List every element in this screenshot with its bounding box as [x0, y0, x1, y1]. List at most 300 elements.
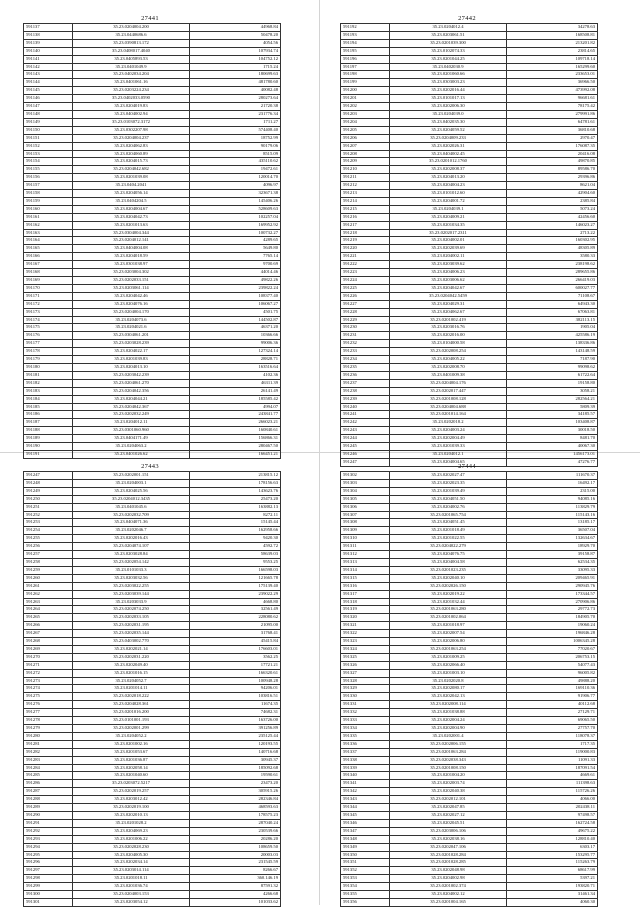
row-id-cell: 591220: [341, 245, 390, 253]
amount-cell: 67063.81: [507, 308, 598, 316]
row-id-cell: 591171: [24, 292, 73, 300]
code-cell: 35.23.0201063.284: [390, 748, 507, 756]
amount-cell: 425586.19: [507, 332, 598, 340]
amount-cell: 74682.31: [190, 709, 281, 717]
amount-cell: 266023.21: [190, 419, 281, 427]
code-cell: 35.23.0203004.302: [73, 269, 190, 277]
row-id-cell: 591356: [341, 898, 390, 906]
amount-cell: 289655.86: [507, 269, 598, 277]
row-id-cell: 591227: [341, 300, 390, 308]
code-cell: 35.23.0204004.176: [390, 379, 507, 387]
table-row: [24, 487, 281, 495]
code-cell: 35.23.0201016.200: [73, 709, 190, 717]
code-cell: 35.23.0401026.62: [73, 450, 190, 458]
table-row: [341, 158, 598, 166]
row-id-cell: 591326: [341, 661, 390, 669]
page-number: 27442: [458, 15, 476, 22]
amount-cell: 26141.49: [190, 387, 281, 395]
row-id-cell: 591265: [24, 614, 73, 622]
code-cell: 35.23.0401045.6: [73, 503, 190, 511]
amount-cell: 21720.38: [190, 103, 281, 111]
row-id-cell: 591203: [341, 110, 390, 118]
row-id-cell: 591320: [341, 614, 390, 622]
row-id-cell: 591198: [341, 71, 390, 79]
table-row: [24, 606, 281, 614]
row-id-cell: 591299: [24, 883, 73, 891]
table-row: [341, 419, 598, 427]
amount-cell: 20003.03: [190, 851, 281, 859]
row-id-cell: 591349: [341, 843, 390, 851]
code-cell: 35.23.0202038.16: [390, 835, 507, 843]
row-id-cell: 591339: [341, 764, 390, 772]
amount-cell: 239822.24: [190, 284, 281, 292]
table-row: [24, 535, 281, 543]
table-row: [24, 748, 281, 756]
row-id-cell: 591246: [341, 450, 390, 458]
table-row: [341, 450, 598, 458]
row-id-cell: 591267: [24, 630, 73, 638]
amount-cell: 18929.70: [507, 543, 598, 551]
table-row: [24, 253, 281, 261]
row-id-cell: 591139: [24, 39, 73, 47]
code-cell: 35.23.0404204.5: [73, 197, 190, 205]
amount-cell: 178156.63: [190, 479, 281, 487]
code-cell: 35.23.0202026.150: [390, 582, 507, 590]
amount-cell: 71108.67: [507, 292, 598, 300]
table-row: [24, 95, 281, 103]
amount-cell: 4054.56: [190, 39, 281, 47]
amount-cell: 8481.70: [507, 435, 598, 443]
table-row: [24, 804, 281, 812]
amount-cell: 115726.26: [507, 788, 598, 796]
amount-cell: 97498.57: [507, 811, 598, 819]
amount-cell: 29396.86: [507, 174, 598, 182]
code-cell: 35.23.0201018.11: [73, 875, 190, 883]
table-row: [24, 31, 281, 39]
code-cell: 35.23.0204042.73: [73, 213, 190, 221]
table-row: [24, 419, 281, 427]
code-cell: 35.23.0204052.2: [73, 732, 190, 740]
amount-cell: 109718.14: [507, 55, 598, 63]
code-cell: 35.23.0204002.12: [390, 891, 507, 899]
row-id-cell: 591197: [341, 63, 390, 71]
row-id-cell: 591275: [24, 693, 73, 701]
table-row: [24, 709, 281, 717]
table-row: [341, 150, 598, 158]
table-row: [341, 764, 598, 772]
row-id-cell: 591216: [341, 213, 390, 221]
row-id-cell: 591270: [24, 653, 73, 661]
table-row: [24, 701, 281, 709]
row-id-cell: 591176: [24, 332, 73, 340]
code-cell: 35.23.0101033.3: [73, 566, 190, 574]
row-id-cell: 591233: [341, 348, 390, 356]
amount-cell: 4669.61: [507, 772, 598, 780]
row-id-cell: 591208: [341, 150, 390, 158]
table-row: [24, 332, 281, 340]
code-cell: 35.23.0204060.89: [73, 150, 190, 158]
amount-cell: 20286.20: [190, 835, 281, 843]
code-cell: 35.23.0202008.70: [390, 363, 507, 371]
amount-cell: 119000.83: [507, 748, 598, 756]
row-id-cell: 591271: [24, 661, 73, 669]
table-row: [341, 79, 598, 87]
code-cell: 35.23.0202006.30: [390, 103, 507, 111]
row-id-cell: 591230: [341, 324, 390, 332]
amount-cell: 2713.22: [507, 229, 598, 237]
code-cell: 35.23.0404171.49: [73, 435, 190, 443]
table-row: [24, 348, 281, 356]
amount-cell: 160302.95: [507, 237, 598, 245]
row-id-cell: 591332: [341, 709, 390, 717]
code-cell: 35.23.0104000.58: [390, 340, 507, 348]
amount-cell: 42456.60: [507, 213, 598, 221]
table-row: [341, 213, 598, 221]
code-cell: 35.23.0202008.37: [390, 166, 507, 174]
row-id-cell: 591256: [24, 543, 73, 551]
code-cell: 35.23.0202045.51: [390, 819, 507, 827]
table-row: [24, 221, 281, 229]
amount-cell: 1456173.01: [507, 450, 598, 458]
row-id-cell: 591187: [24, 419, 73, 427]
row-id-cell: 591321: [341, 622, 390, 630]
table-row: [24, 653, 281, 661]
amount-cell: 34185.57: [507, 411, 598, 419]
code-cell: 35.23.0201002.419: [390, 316, 507, 324]
row-id-cell: 591324: [341, 645, 390, 653]
code-cell: 35.23.0201063.254: [390, 645, 507, 653]
row-id-cell: 591224: [341, 277, 390, 285]
code-cell: 35.23.0204051.50: [390, 495, 507, 503]
code-cell: 35.23.0204021.6: [73, 324, 190, 332]
code-cell: 35.23.0204012.4: [390, 24, 507, 32]
code-cell: 35.23.0201002.374: [390, 883, 507, 891]
amount-cell: 120193.55: [190, 740, 281, 748]
row-id-cell: 591166: [24, 253, 73, 261]
code-cell: 35.23.0202039.69: [390, 245, 507, 253]
row-id-cell: 591155: [24, 166, 73, 174]
row-id-cell: 591207: [341, 142, 390, 150]
row-id-cell: 591170: [24, 284, 73, 292]
row-id-cell: 591161: [24, 213, 73, 221]
code-cell: 35.23.0204012.1: [390, 450, 507, 458]
amount-cell: 146023.27: [507, 221, 598, 229]
table-row: [24, 150, 281, 158]
code-cell: 35.23.0202038.343: [390, 756, 507, 764]
code-cell: 35.23.0204076.75: [390, 551, 507, 559]
row-id-cell: 591153: [24, 150, 73, 158]
table-row: [24, 237, 281, 245]
table-row: [341, 142, 598, 150]
row-id-cell: 591229: [341, 316, 390, 324]
table-row: [24, 213, 281, 221]
row-id-cell: 591241: [341, 411, 390, 419]
code-cell: 35.23.0202020.8: [390, 677, 507, 685]
amount-cell: 11674.35: [190, 701, 281, 709]
row-id-cell: 591194: [341, 39, 390, 47]
table-row: [24, 292, 281, 300]
amount-cell: 175139.40: [190, 582, 281, 590]
table-row: [24, 511, 281, 519]
amount-cell: 17721.21: [190, 661, 281, 669]
code-cell: 35.23.0204062.83: [73, 142, 190, 150]
table-row: [24, 883, 281, 891]
table-row: [341, 427, 598, 435]
code-cell: 35.23.0203032.56: [73, 574, 190, 582]
amount-cell: 45415.84: [190, 638, 281, 646]
amount-cell: 382113.15: [507, 316, 598, 324]
table-row: [24, 387, 281, 395]
amount-cell: 163726.00: [190, 717, 281, 725]
row-id-cell: 591294: [24, 843, 73, 851]
row-id-cell: 591338: [341, 756, 390, 764]
table-row: [341, 63, 598, 71]
row-id-cell: 591215: [341, 205, 390, 213]
code-cell: 35.23.0201032.44: [390, 598, 507, 606]
row-id-cell: 591217: [341, 221, 390, 229]
amount-cell: 49822.26: [190, 277, 281, 285]
amount-cell: 166451.21: [190, 450, 281, 458]
row-id-cell: 591149: [24, 118, 73, 126]
code-cell: 35.23.0201008.128: [390, 395, 507, 403]
row-id-cell: 591193: [341, 31, 390, 39]
amount-cell: 78175.42: [507, 103, 598, 111]
row-id-cell: 591284: [24, 764, 73, 772]
table-row: [24, 764, 281, 772]
row-id-cell: 591167: [24, 261, 73, 269]
amount-cell: 4592.72: [190, 543, 281, 551]
row-id-cell: 591336: [341, 740, 390, 748]
ledger-page-27441: [23, 14, 277, 459]
table-row: [341, 796, 598, 804]
table-row: [24, 324, 281, 332]
amount-cell: 213815.12: [190, 472, 281, 480]
row-id-cell: 591316: [341, 582, 390, 590]
table-row: [24, 503, 281, 511]
table-row: [24, 645, 281, 653]
table-row: [341, 543, 598, 551]
table-row: [341, 511, 598, 519]
code-cell: 35.23.0204005.30: [73, 851, 190, 859]
code-cell: 35.23.0204042.367: [73, 403, 190, 411]
row-id-cell: 591289: [24, 804, 73, 812]
row-id-cell: 591354: [341, 883, 390, 891]
amount-cell: 1006345.28: [507, 638, 598, 646]
amount-cell: 266419.03: [507, 277, 598, 285]
amount-cell: 360.146.19: [190, 875, 281, 883]
code-cell: 35.23.0203061.51: [390, 31, 507, 39]
code-cell: 35.23.0404071.36: [73, 519, 190, 527]
table-row: [24, 796, 281, 804]
code-cell: 35.23.0301038.97: [73, 261, 190, 269]
row-id-cell: 591257: [24, 551, 73, 559]
amount-cell: 4994.07: [190, 403, 281, 411]
row-id-cell: 591160: [24, 205, 73, 213]
code-cell: 35.23.0202006.155: [390, 740, 507, 748]
amount-cell: 233653.01: [507, 71, 598, 79]
amount-cell: 280467.50: [190, 443, 281, 451]
amount-cell: 40067.30: [507, 443, 598, 451]
amount-cell: 13185.17: [507, 519, 598, 527]
code-cell: 35.23.0202019.100: [73, 804, 190, 812]
table-row: [341, 253, 598, 261]
row-id-cell: 591250: [24, 495, 73, 503]
row-id-cell: 591152: [24, 142, 73, 150]
amount-cell: 162724.58: [507, 819, 598, 827]
ledger-page-27444: [340, 462, 594, 907]
row-id-cell: 591278: [24, 717, 73, 725]
code-cell: 35.23.0204063.2: [73, 443, 190, 451]
amount-cell: 27757.70: [507, 725, 598, 733]
amount-cell: 528609.63: [190, 205, 281, 213]
table-row: [24, 677, 281, 685]
code-cell: 35.23.0204042.682: [73, 166, 190, 174]
amount-cell: 391256.89: [190, 725, 281, 733]
code-cell: 35.23.0202004.24: [390, 717, 507, 725]
amount-cell: 90179.06: [190, 142, 281, 150]
amount-cell: 9420.30: [190, 535, 281, 543]
amount-cell: 9553.25: [190, 558, 281, 566]
row-id-cell: 591313: [341, 558, 390, 566]
table-row: [24, 245, 281, 253]
row-id-cell: 591190: [24, 443, 73, 451]
row-id-cell: 591269: [24, 645, 73, 653]
amount-cell: 18752.99: [190, 134, 281, 142]
amount-cell: 77020.67: [507, 645, 598, 653]
table-row: [341, 503, 598, 511]
amount-cell: 46311.39: [190, 379, 281, 387]
table-row: [341, 174, 598, 182]
table-row: [341, 685, 598, 693]
row-id-cell: 591273: [24, 677, 73, 685]
row-id-cell: 591346: [341, 819, 390, 827]
row-id-cell: 591322: [341, 630, 390, 638]
amount-cell: 143148.59: [507, 348, 598, 356]
amount-cell: 108377.40: [190, 292, 281, 300]
table-row: [24, 261, 281, 269]
code-cell: 35.23.0202018.222: [73, 693, 190, 701]
code-cell: 35.23.0303003.23: [390, 79, 507, 87]
row-id-cell: 591330: [341, 693, 390, 701]
amount-cell: 178575.23: [190, 811, 281, 819]
code-cell: 35.23.0404.2041: [73, 182, 190, 190]
table-row: [341, 316, 598, 324]
code-cell: 35.23.0204044.21: [73, 395, 190, 403]
table-row: [341, 308, 598, 316]
row-id-cell: 591226: [341, 292, 390, 300]
amount-cell: 187091.54: [507, 764, 598, 772]
table-row: [24, 166, 281, 174]
table-row: [341, 669, 598, 677]
code-cell: 35.23.0404002.45: [390, 150, 507, 158]
code-cell: 35.23.0402035.30: [390, 118, 507, 126]
table-row: [341, 103, 598, 111]
amount-cell: 574408.40: [190, 126, 281, 134]
row-id-cell: 591254: [24, 527, 73, 535]
row-id-cell: 591218: [341, 229, 390, 237]
row-id-cell: 591172: [24, 300, 73, 308]
code-cell: 35.23.0201023.235: [390, 566, 507, 574]
table-row: [24, 574, 281, 582]
page-number: 27441: [141, 15, 159, 22]
row-id-cell: 591308: [341, 519, 390, 527]
amount-cell: 19060.24: [507, 622, 598, 630]
row-id-cell: 591222: [341, 261, 390, 269]
code-cell: 35.23.0204004.65: [390, 458, 507, 466]
row-id-cell: 591260: [24, 574, 73, 582]
amount-cell: 4096.97: [190, 182, 281, 190]
amount-cell: 34278.63: [507, 24, 598, 32]
row-id-cell: 591292: [24, 827, 73, 835]
table-row: [24, 732, 281, 740]
row-id-cell: 591196: [341, 55, 390, 63]
code-cell: 35.23.0202046.7: [73, 527, 190, 535]
amount-cell: 68617.99: [507, 867, 598, 875]
code-cell: 35.23.0204013.10: [73, 363, 190, 371]
row-id-cell: 591141: [24, 55, 73, 63]
row-id-cell: 591143: [24, 71, 73, 79]
amount-cell: 99098.62: [507, 363, 598, 371]
amount-cell: 27129.71: [507, 709, 598, 717]
row-id-cell: 591181: [24, 371, 73, 379]
table-row: [341, 811, 598, 819]
code-cell: 35.23.0204056.14: [73, 190, 190, 198]
row-id-cell: 591307: [341, 511, 390, 519]
code-cell: 35.23.0202040.38: [390, 788, 507, 796]
row-id-cell: 591341: [341, 780, 390, 788]
row-id-cell: 591290: [24, 811, 73, 819]
code-cell: 35.23.0203033.9: [73, 598, 190, 606]
row-id-cell: 591286: [24, 780, 73, 788]
row-id-cell: 591352: [341, 867, 390, 875]
row-id-cell: 591305: [341, 495, 390, 503]
amount-cell: 127324.14: [190, 348, 281, 356]
row-id-cell: 591301: [24, 898, 73, 906]
amount-cell: 100948.28: [190, 677, 281, 685]
row-id-cell: 591344: [341, 804, 390, 812]
amount-cell: 49870.85: [507, 158, 598, 166]
table-row: [24, 527, 281, 535]
row-id-cell: 591202: [341, 103, 390, 111]
table-row: [341, 756, 598, 764]
code-cell: 35.23.0204069.23: [73, 827, 190, 835]
table-row: [341, 701, 598, 709]
row-id-cell: 591335: [341, 732, 390, 740]
table-row: [24, 197, 281, 205]
code-cell: 35.23.0202008.254: [390, 348, 507, 356]
code-cell: 35.23.0201034.35: [390, 221, 507, 229]
table-row: [24, 630, 281, 638]
table-row: [341, 590, 598, 598]
table-row: [24, 277, 281, 285]
row-id-cell: 591288: [24, 796, 73, 804]
code-cell: 35.23.0202033.105: [73, 614, 190, 622]
row-id-cell: 591351: [341, 859, 390, 867]
amount-cell: 231545.59: [190, 859, 281, 867]
row-id-cell: 591268: [24, 638, 73, 646]
table-row: [24, 308, 281, 316]
code-cell: 35.23.0201004.165: [390, 898, 507, 906]
code-cell: 35.23.0201022.55: [390, 535, 507, 543]
code-cell: 35.23.0202006.80: [390, 638, 507, 646]
row-id-cell: 591179: [24, 356, 73, 364]
code-cell: 35.23.0390813.172: [73, 39, 190, 47]
row-id-cell: 591156: [24, 174, 73, 182]
table-row: [341, 638, 598, 646]
amount-cell: 42904.60: [507, 190, 598, 198]
table-row: [341, 87, 598, 95]
code-cell: 35.23.0201002.064: [390, 614, 507, 622]
